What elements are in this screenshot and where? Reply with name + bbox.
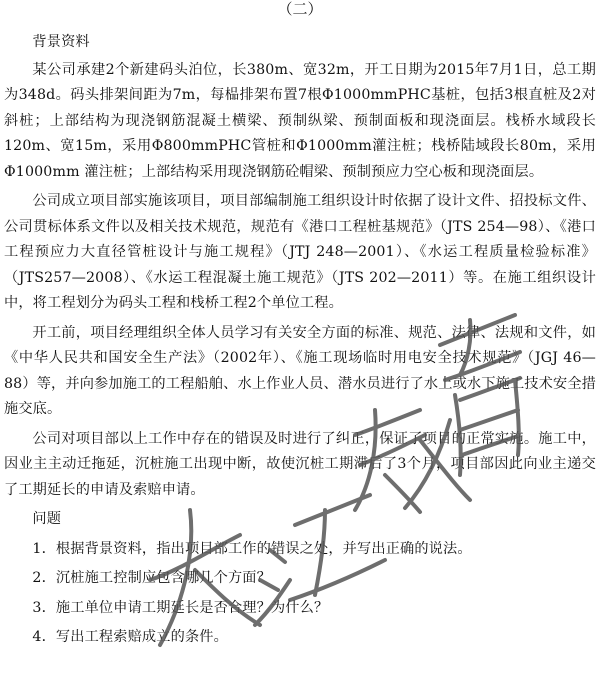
paragraph-safety-training: 开工前，项目经理组织全体人员学习有关安全方面的标准、规范、法律、法规和文件，如《中华人民共和国安全生产法》（2002年）、《施工现场临时用电安全技术规范》（JGJ 46—88）等，并向参加施工的工程船舶、水上作业人员、潜水员进行了水上或水下施工技术安全措施交底。 (4, 324, 596, 417)
question-item-3: 3．施工单位申请工期延长是否合理？为什么？ (32, 599, 329, 616)
paragraph-organization-design: 公司成立项目部实施该项目，项目部编制施工组织设计时依据了设计文件、招投标文件、公司贯标体系文件以及相关技术规范，规范有《港口工程桩基规范》（JTS 254—98）、《港口工程预应力大直径管桩设计与施工规程》（JTJ 248—2001）、《水运工程质量检验标准》（JTS257—2008）、《水运工程混凝土施工规范》（JTS 202—2011）等。在施工组织设计中，将工程划分为码头工程和栈桥工程2个单位工程。 (4, 193, 596, 311)
questions-heading: 问题 (32, 511, 62, 527)
question-item-4: 4．写出工程索赔成立的条件。 (32, 629, 228, 645)
document-content (4, 30, 596, 655)
question-item-2: 2．沉桩施工控制应包含哪几个方面？ (32, 570, 271, 586)
paragraph-project-overview: 某公司承建2个新建码头泊位，长380m、宽32m，开工日期为2015年7月1日，总工期为348d。码头排架间距为7m，每榀排架布置7根Φ1000mmPHC基桩，包括3根直桩及2对斜桩；上部结构为现浇钢筋混凝土横梁、预制纵梁、预制面板和现浇面层。栈桥水域段长120m、宽15m，采用Φ800mmPHC管桩和Φ1000mm灌注桩；栈桥陆域段长80m，采用Φ1000mm 灌注桩；上部结构采用现浇钢筋砼帽梁、预制预应力空心板和现浇面层。 (4, 61, 596, 180)
paragraph-delay-claim: 公司对项目部以上工作中存在的错误及时进行了纠正，保证了项目的正常实施。施工中，因业主主动迁拖延，沉桩施工出现中断，故使沉桩工期滞后了3个月，项目部因此向业主递交了工期延长的申请及索赔申请。 (4, 430, 596, 498)
section-title: （二） (277, 0, 323, 18)
question-item-1: 1．根据背景资料，指出项目部工作的错误之处，并写出正确的说法。 (32, 540, 472, 557)
background-heading: 背景资料 (32, 34, 90, 50)
